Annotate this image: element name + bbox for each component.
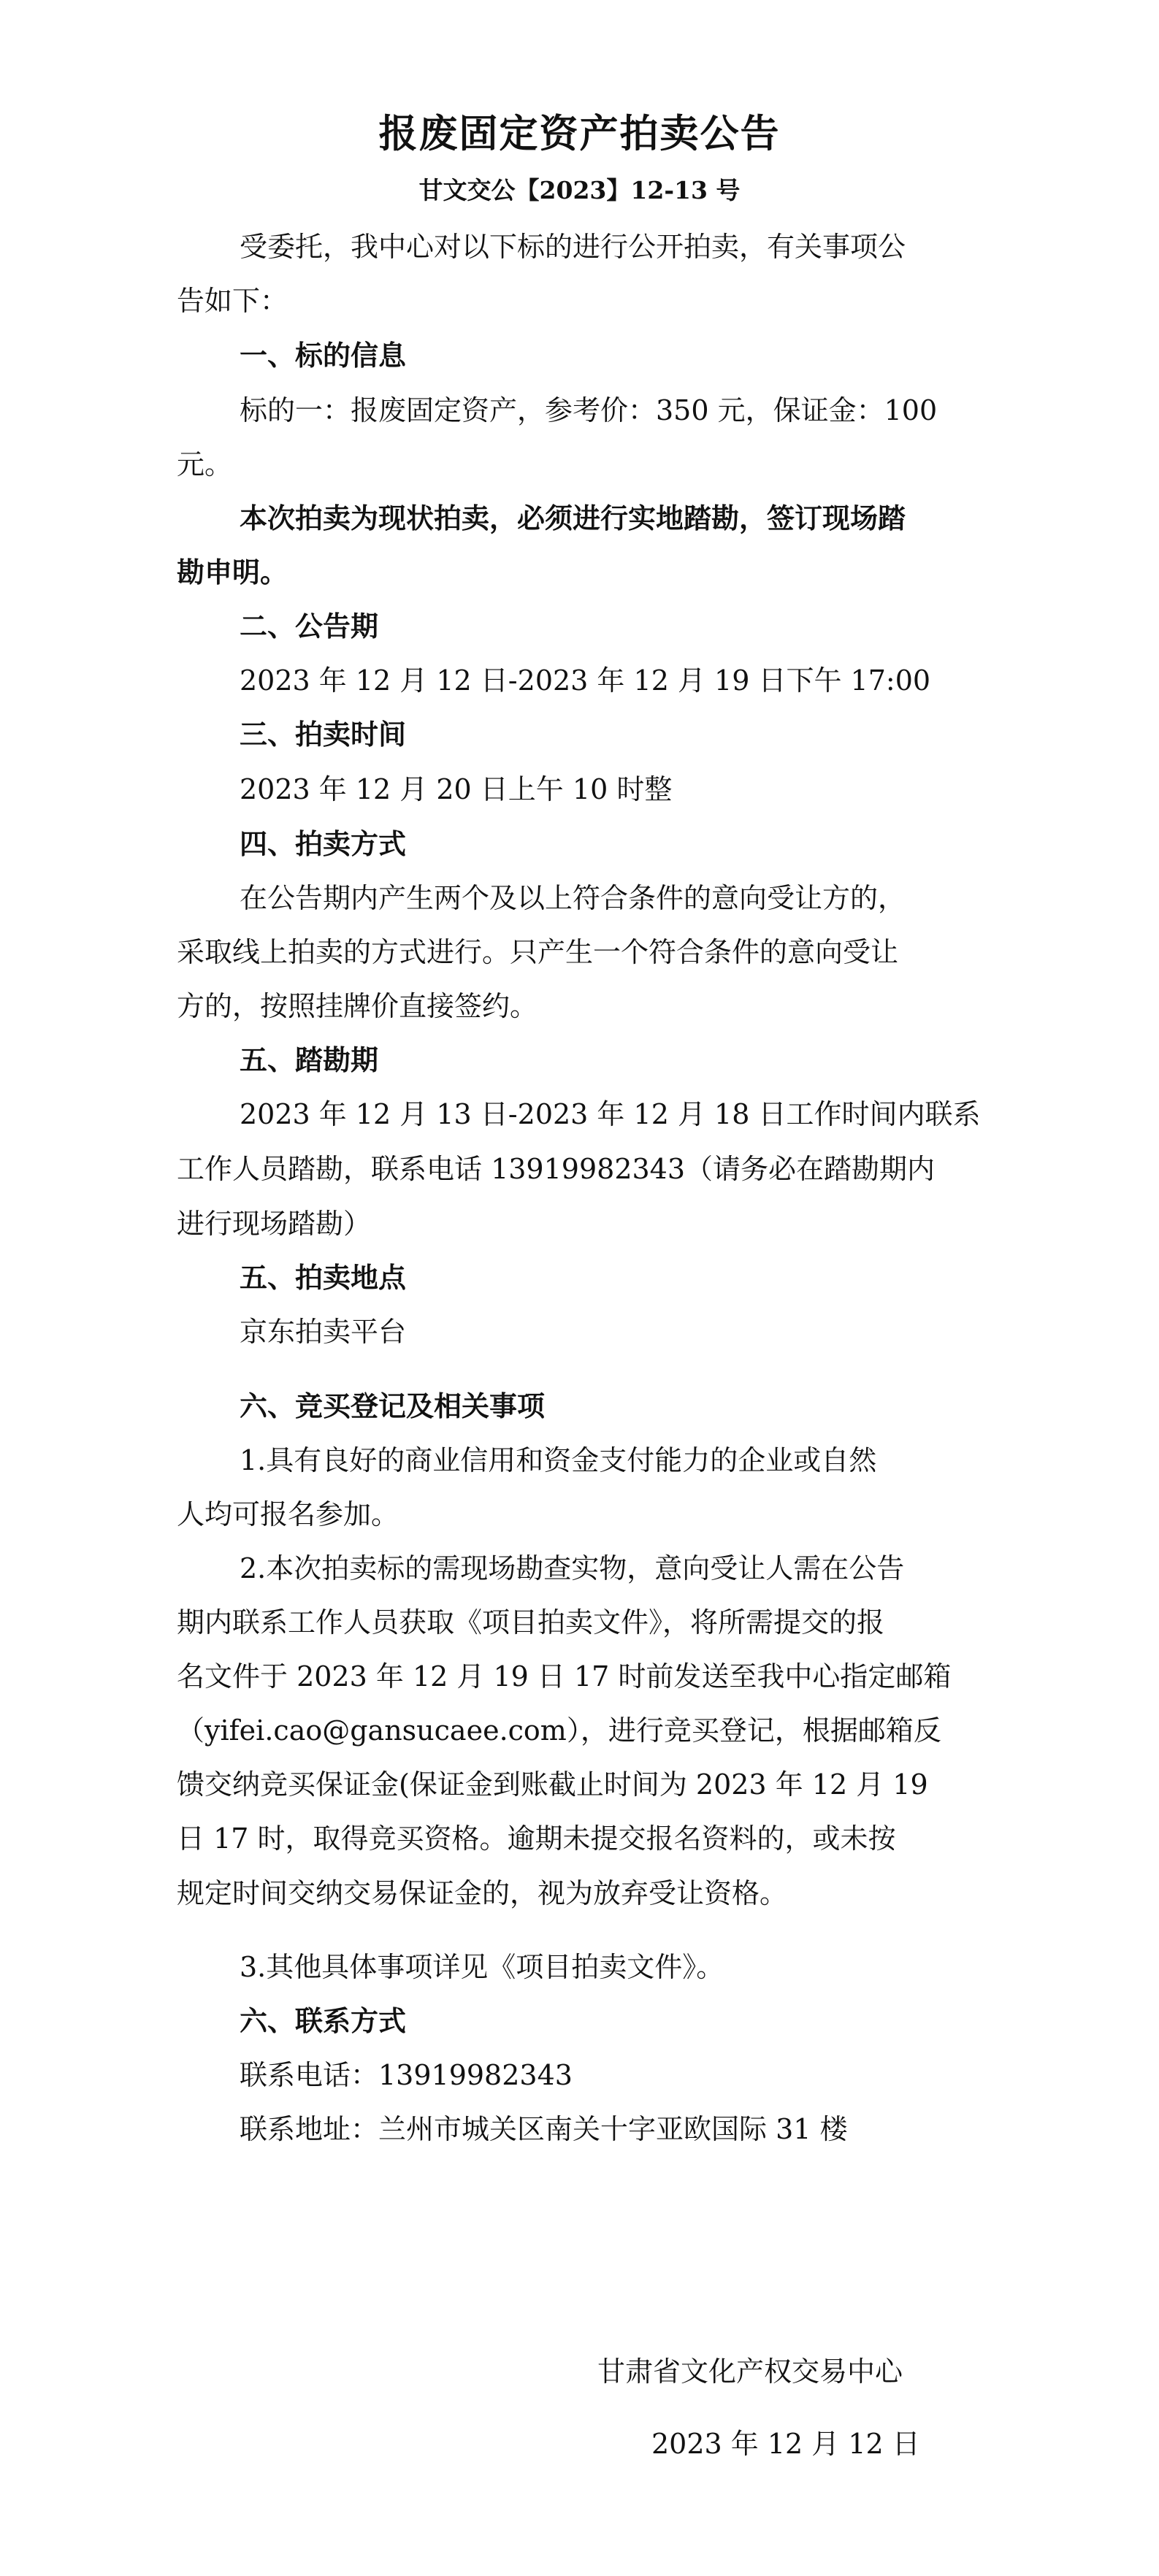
contact-phone: 联系电话：13919982343 [240, 2059, 573, 2091]
section-1-line-2: 元。 [177, 448, 233, 480]
intro-line-1: 受委托，我中心对以下标的进行公开拍卖，有关事项公 [240, 231, 906, 263]
section-6-item-2-line-5: 馈交纳竞买保证金(保证金到账截止时间为 2023 年 12 月 19 [177, 1768, 928, 1801]
section-7-heading: 六、联系方式 [240, 2005, 407, 2037]
section-6-item-3: 3.其他具体事项详见《项目拍卖文件》。 [240, 1951, 724, 1983]
section-6-item-1-line-1: 1.具有良好的商业信用和资金支付能力的企业或自然 [240, 1444, 877, 1476]
section-6-item-1-line-2: 人均可报名参加。 [177, 1498, 399, 1530]
section-6-item-2-line-7: 规定时间交纳交易保证金的，视为放弃受让资格。 [177, 1877, 788, 1909]
section-4-line-2: 采取线上拍卖的方式进行。只产生一个符合条件的意向受让 [177, 936, 899, 968]
intro-line-2: 告如下： [177, 285, 288, 317]
document-title: 报废固定资产拍卖公告 [378, 111, 781, 156]
section-3-line-1: 2023 年 12 月 20 日上午 10 时整 [240, 773, 673, 805]
section-6-item-2-line-2: 期内联系工作人员获取《项目拍卖文件》，将所需提交的报 [177, 1606, 885, 1638]
section-4-line-1: 在公告期内产生两个及以上符合条件的意向受让方的， [240, 882, 906, 914]
section-5-line-2: 工作人员踏勘，联系电话 13919982343（请务必在踏勘期内 [177, 1153, 936, 1185]
section-1-heading: 一、标的信息 [240, 340, 407, 372]
section-5-heading: 五、踏勘期 [240, 1044, 379, 1076]
signature-org: 甘肃省文化产权交易中心 [597, 2355, 903, 2388]
section-2-heading: 二、公告期 [240, 610, 379, 643]
section-3-heading: 三、拍卖时间 [240, 718, 407, 751]
section-6-item-2-line-3: 名文件于 2023 年 12 月 19 日 17 时前发送至我中心指定邮箱 [177, 1660, 952, 1693]
section-5b-heading: 五、拍卖地点 [240, 1262, 407, 1294]
signature-date: 2023 年 12 月 12 日 [651, 2428, 920, 2460]
section-5b-line-1: 京东拍卖平台 [240, 1316, 407, 1348]
section-1-bold-line-2: 勘申明。 [177, 556, 288, 589]
section-4-line-3: 方的，按照挂牌价直接签约。 [177, 990, 538, 1022]
section-6-item-2-line-1: 2.本次拍卖标的需现场勘查实物，意向受让人需在公告 [240, 1552, 905, 1584]
section-4-heading: 四、拍卖方式 [240, 828, 407, 860]
section-6-item-2-line-6: 日 17 时，取得竞买资格。逾期未提交报名资料的，或未按 [177, 1822, 896, 1855]
contact-address: 联系地址：兰州市城关区南关十字亚欧国际 31 楼 [240, 2113, 848, 2145]
section-5-line-1: 2023 年 12 月 13 日-2023 年 12 月 18 日工作时间内联系 [240, 1098, 981, 1130]
document-number: 甘文交公【2023】12-13 号 [418, 176, 741, 204]
section-2-line-1: 2023 年 12 月 12 日-2023 年 12 月 19 日下午 17:00 [240, 664, 931, 697]
section-1-bold-line-1: 本次拍卖为现状拍卖，必须进行实地踏勘，签订现场踏 [240, 502, 906, 534]
section-5-line-3: 进行现场踏勘） [177, 1208, 372, 1240]
section-6-heading: 六、竞买登记及相关事项 [240, 1390, 546, 1422]
section-6-item-2-line-4: （yifei.cao@gansucaee.com），进行竞买登记，根据邮箱反 [177, 1714, 941, 1747]
section-1-line-1: 标的一：报废固定资产，参考价：350 元，保证金：100 [240, 394, 938, 426]
